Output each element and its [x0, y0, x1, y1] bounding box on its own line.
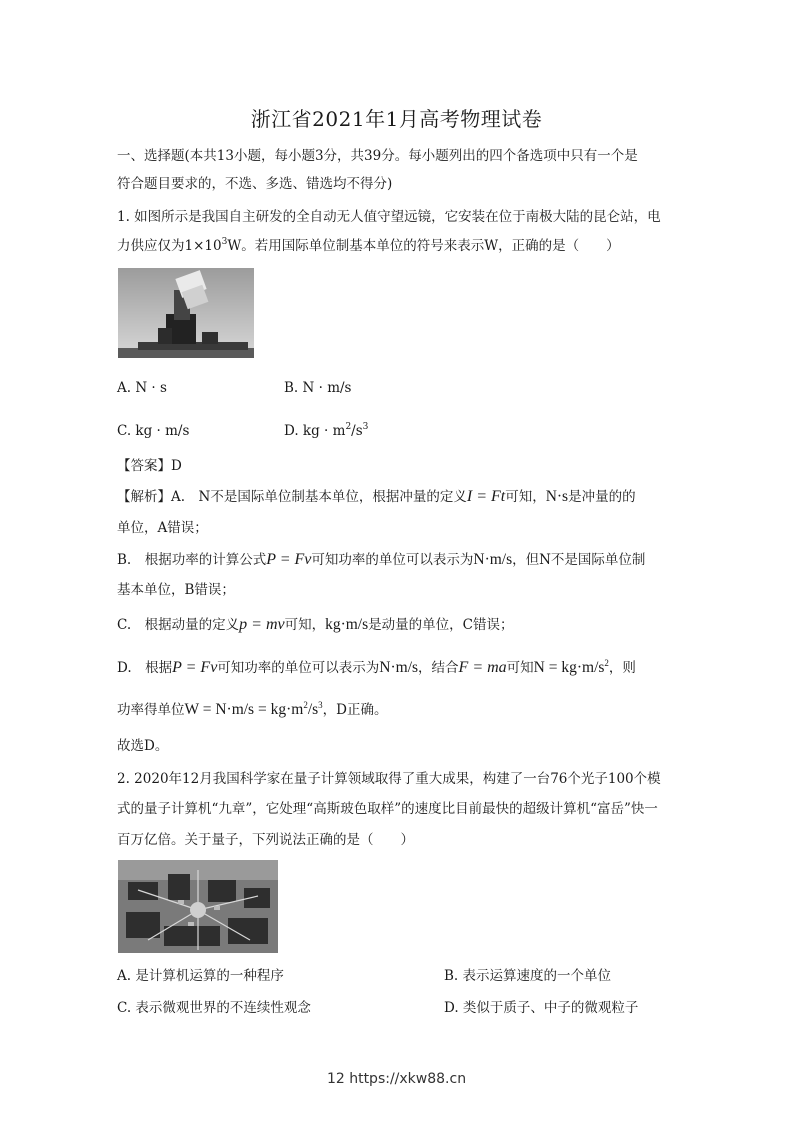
q1-option-b: B. N · m/s — [284, 380, 352, 396]
q1-explanation-b-line-1: B. 根据功率的计算公式P = Fv可知功率的单位可以表示为N·m/s，但N不是国际单位制 — [117, 551, 646, 568]
q1-answer: 【答案】D — [117, 458, 182, 474]
q1-conclusion: 故选D。 — [117, 738, 169, 754]
section-heading-line-1: 一、选择题(本共13小题，每小题3分，共39分。每小题列出的四个备选项中只有一个是 — [117, 148, 638, 164]
page-footer: 12 https://xkw88.cn — [326, 1071, 467, 1087]
q2-option-b: B. 表示运算速度的一个单位 — [444, 968, 612, 984]
q2-stem-line-3: 百万亿倍。关于量子，下列说法正确的是（ ） — [117, 832, 414, 848]
q1-explanation-c: C. 根据动量的定义p = mv可知，kg·m/s是动量的单位，C错误； — [117, 616, 514, 633]
q1-explanation-b-line-2: 基本单位，B错误； — [117, 582, 235, 598]
q1-stem-line-2: 力供应仅为$1\times 10^3W$。若用国际单位制基本单位的符号来表示W，正确的是（ ） — [117, 237, 620, 254]
quantum-computer-image — [118, 860, 278, 953]
q2-option-a: A. 是计算机运算的一种程序 — [117, 968, 284, 984]
q2-stem-line-1: 2. 2020年12月我国科学家在量子计算领域取得了重大成果，构建了一台76个光子100个模 — [117, 771, 661, 787]
q1-option-d: D. kg · $m^2/s^3$ — [284, 422, 369, 439]
q1-stem-line-1: 1. 如图所示是我国自主研发的全自动无人值守望远镜，它安装在位于南极大陆的昆仑站，电 — [117, 209, 661, 225]
q1-explanation-d-line-1: D. 根据P = Fv可知功率的单位可以表示为N·m/s，结合F = ma可知$N = kg\cdot m/s^2$，则 — [117, 658, 636, 676]
section-heading-line-2: 符合题目要求的，不选、多选、错选均不得分) — [117, 176, 393, 192]
telescope-image — [118, 268, 254, 358]
page-title: 浙江省2021年1月高考物理试卷 — [250, 107, 543, 131]
q2-option-c: C. 表示微观世界的不连续性观念 — [117, 1000, 311, 1016]
q1-explanation-a-line-1: 【解析】A. N不是国际单位制基本单位，根据冲量的定义I = Ft可知，N·s是冲量的的 — [117, 488, 636, 505]
q1-option-c: C. kg · m/s — [117, 423, 190, 439]
q2-stem-line-2: 式的量子计算机“九章”，它处理“高斯玻色取样”的速度比目前最快的超级计算机“富岳”快一 — [117, 801, 658, 817]
q1-option-a: A. N · s — [117, 380, 167, 396]
q1-explanation-d-line-2: 功率得单位$W = N\cdot m/s = kg\cdot m^2/s^3$，D正确。 — [117, 700, 388, 718]
q1-explanation-a-line-2: 单位，A错误； — [117, 520, 208, 536]
q2-option-d: D. 类似于质子、中子的微观粒子 — [444, 1000, 639, 1016]
